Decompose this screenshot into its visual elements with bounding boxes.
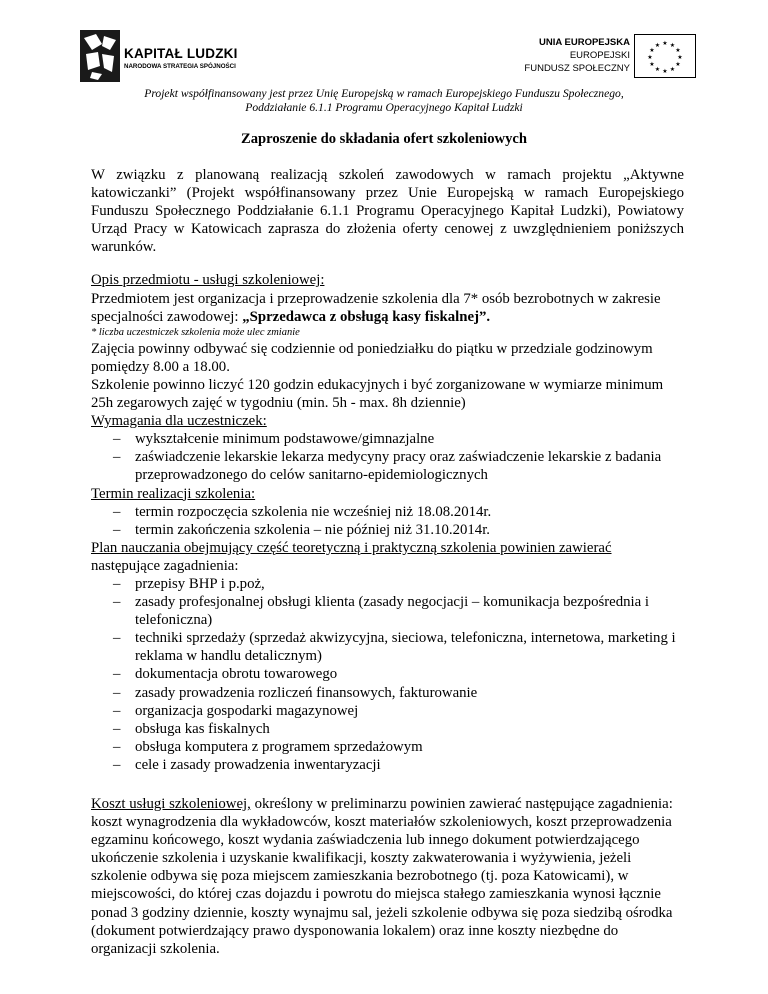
plan-list: [91, 575, 684, 774]
schedule-paragraph: Zajęcia powinny odbywać się codziennie od poniedziałku do piątku w przedziale godzinowym pomiędzy 8.00 a 18.00.: [91, 340, 653, 375]
participants-footnote: * liczba uczestniczek szkolenia może ulec zmianie: [91, 326, 300, 338]
list-item: – organizacja gospodarki magazynowej: [91, 702, 684, 720]
list-item: – obsługa kas fiskalnych: [91, 720, 684, 738]
plan-heading-text: Plan nauczania obejmujący część teoretyczną i praktyczną szkolenia powinien zawierać: [91, 539, 612, 556]
kapital-ludzki-emblem-icon: [80, 30, 120, 82]
document-body: [91, 166, 684, 958]
list-item: – obsługa komputera z programem sprzedażowym: [91, 738, 684, 756]
eu-flag-icon: [634, 34, 696, 78]
list-item: – zasady profesjonalnej obsługi klienta (zasady negocjacji – komunikacja bezpośrednia i telefoniczna): [91, 593, 684, 629]
cost-paragraph: [91, 795, 684, 958]
term-heading-text: Termin realizacji szkolenia:: [91, 485, 256, 502]
list-item: – zasady prowadzenia rozliczeń finansowych, fakturowanie: [91, 684, 684, 702]
subject-text: Przedmiotem jest organizacja i przeprowadzenie szkolenia dla 7* osób bezrobotnych w zakresie specjalności zawodowej:: [91, 290, 661, 325]
svg-text:★: ★: [649, 47, 655, 54]
svg-text:★: ★: [677, 54, 683, 61]
list-item: – techniki sprzedaży (sprzedaż akwizycyjna, sieciowa, telefoniczna, internetowa, marketing i reklama w handlu detalicznym): [91, 629, 684, 665]
svg-text:★: ★: [675, 61, 681, 68]
course-name: „Sprzedawca z obsługą kasy fiskalnej”.: [242, 308, 491, 325]
eu-logo-line3: FUNDUSZ SPOŁECZNY: [524, 63, 630, 74]
requirements-heading-text: Wymagania dla uczestniczek:: [91, 413, 267, 430]
hours-paragraph: Szkolenie powinno liczyć 120 godzin edukacyjnych i być zorganizowane w wymiarze minimum 25h zegarowych zajęć w tygodniu (min. 5h - max. 8h dziennie): [91, 376, 664, 412]
plan-heading: [91, 539, 684, 557]
intro-paragraph: W związku z planowaną realizacją szkoleń zawodowych w ramach projektu „Aktywne katowiczanki” (Projekt współfinansowany przez Unie Europejską w ramach Europejskiego Funduszu Społecznego Poddziałanie 6.1.1 Programu Operacyjnego Kapitał Ludzki), Powiatowy Urząd Pracy w Katowicach zaprasza do złożenia oferty cenowej z uwzględnieniem poniższych warunków.: [91, 167, 684, 256]
document-title: Zaproszenie do składania ofert szkoleniowych: [241, 131, 527, 147]
plan-heading-continuation: następujące zagadnienia:: [91, 557, 239, 574]
svg-text:★: ★: [675, 47, 681, 54]
list-item: – cele i zasady prowadzenia inwentaryzacji: [91, 756, 684, 774]
cofinancing-note: [0, 87, 768, 115]
list-item: – termin zakończenia szkolenia – nie później niż 31.10.2014r.: [91, 521, 684, 539]
subject-description: [91, 290, 684, 326]
svg-text:★: ★: [662, 68, 668, 75]
svg-text:★: ★: [654, 42, 661, 49]
eu-logo: [500, 30, 700, 85]
term-list: [91, 503, 684, 539]
svg-text:★: ★: [647, 54, 653, 61]
svg-text:★: ★: [649, 61, 655, 68]
cost-text: określony w preliminarzu powinien zawierać następujące zagadnienia: koszt wynagrodzenia dla wykładowców, koszt materiałów szkoleniowych, koszt przeprowadzenia egzaminu końcowego, koszt wydania zaświadczenia lub innego dokument potwierdzającego ukończenie szkolenia i uzyskanie kwalifikacji, koszty zakwaterowania i wyżywienia, jeżeli szkolenie odbywa się poza miejscem zamieszkania bezrobotnego (tj. poza Katowicami), w miejscowości, do której czas dojazdu i powrotu do miejsca stałego zamieszkania wynosi łącznie ponad 3 godziny dziennie, koszty wynajmu sal, jeżeli szkolenie odbywa się poza siedzibą ośrodka (dokument potwierdzający prawo dysponowania lokalem) oraz inne koszty niezbędne do organizacji szkolenia.: [91, 796, 673, 957]
kapital-ludzki-title: KAPITAŁ LUDZKI: [124, 46, 238, 61]
svg-text:★: ★: [669, 42, 676, 49]
list-item: – termin rozpoczęcia szkolenia nie wcześniej niż 18.08.2014r.: [91, 503, 684, 521]
kapital-ludzki-subtitle: NARODOWA STRATEGIA SPÓJNOŚCI: [124, 63, 236, 70]
cofinancing-note-line1: Projekt współfinansowany jest przez Unię Europejską w ramach Europejskiego Funduszu Społecznego,: [144, 87, 624, 100]
cofinancing-note-line2: Poddziałanie 6.1.1 Programu Operacyjnego Kapitał Ludzki: [245, 101, 523, 114]
eu-logo-line1: UNIA EUROPEJSKA: [539, 37, 630, 48]
svg-text:★: ★: [669, 66, 676, 73]
eu-logo-line2: EUROPEJSKI: [569, 50, 630, 61]
kapital-ludzki-logo: [80, 30, 270, 82]
list-item: – dokumentacja obrotu towarowego: [91, 665, 684, 683]
cost-heading: Koszt usługi szkoleniowej,: [91, 796, 251, 812]
subject-heading: [91, 271, 684, 289]
list-item: – przepisy BHP i p.poż,: [91, 575, 684, 593]
svg-text:★: ★: [662, 40, 668, 47]
svg-text:★: ★: [654, 66, 661, 73]
requirements-heading: [91, 412, 684, 430]
subject-heading-text: Opis przedmiotu - usługi szkoleniowej:: [91, 272, 325, 289]
requirements-list: [91, 430, 684, 484]
eu-logo-text: [524, 36, 630, 75]
list-item: – wykształcenie minimum podstawowe/gimnazjalne: [91, 430, 684, 448]
term-heading: [91, 485, 684, 503]
list-item: – zaświadczenie lekarskie lekarza medycyny pracy oraz zaświadczenie lekarskie z badania przeprowadzonego do celów sanitarno-epidemiologicznych: [91, 448, 684, 484]
